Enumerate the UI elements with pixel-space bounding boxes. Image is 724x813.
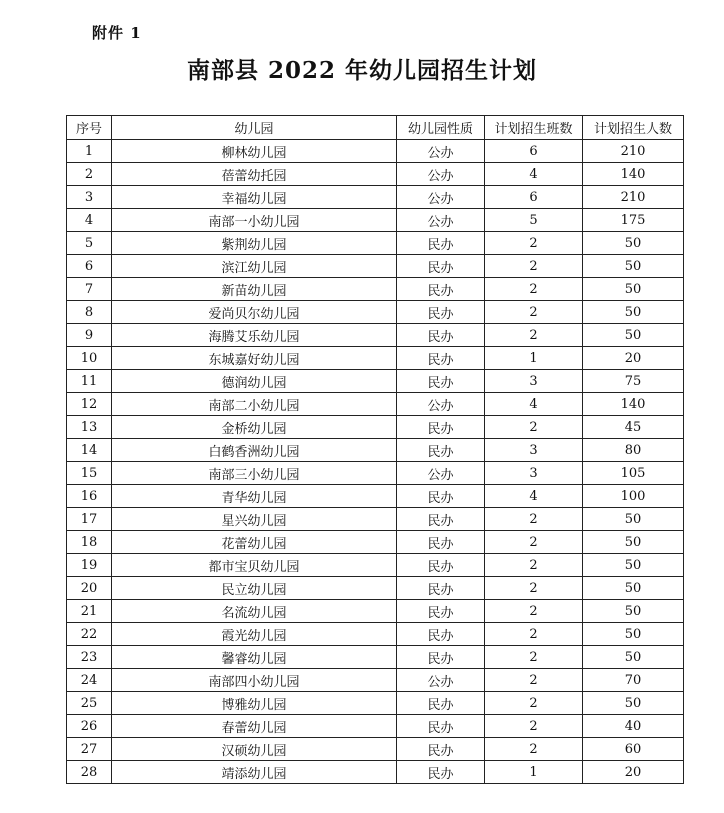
- cell-index: 24: [67, 669, 112, 692]
- cell-index: 19: [67, 554, 112, 577]
- cell-planned-enrollment: 50: [583, 531, 684, 554]
- cell-planned-enrollment: 20: [583, 761, 684, 784]
- cell-kindergarten: 南部二小幼儿园: [112, 393, 397, 416]
- header-planned-classes: 计划招生班数: [485, 116, 583, 140]
- cell-kindergarten: 南部一小幼儿园: [112, 209, 397, 232]
- cell-index: 25: [67, 692, 112, 715]
- cell-planned-classes: 2: [485, 508, 583, 531]
- header-planned-enrollment: 计划招生人数: [583, 116, 684, 140]
- table-row: [67, 577, 684, 600]
- cell-planned-enrollment: 50: [583, 508, 684, 531]
- cell-kindergarten: 金桥幼儿园: [112, 416, 397, 439]
- cell-kindergarten: 花蕾幼儿园: [112, 531, 397, 554]
- table-header-row: [67, 116, 684, 140]
- cell-index: 14: [67, 439, 112, 462]
- cell-index: 20: [67, 577, 112, 600]
- cell-kindergarten: 春蕾幼儿园: [112, 715, 397, 738]
- cell-type: 民办: [397, 370, 485, 393]
- cell-kindergarten: 德润幼儿园: [112, 370, 397, 393]
- cell-type: 民办: [397, 761, 485, 784]
- cell-index: 8: [67, 301, 112, 324]
- table-row: [67, 324, 684, 347]
- table-row: [67, 508, 684, 531]
- cell-type: 民办: [397, 738, 485, 761]
- cell-type: 公办: [397, 393, 485, 416]
- cell-planned-enrollment: 175: [583, 209, 684, 232]
- cell-index: 1: [67, 140, 112, 163]
- cell-type: 公办: [397, 163, 485, 186]
- cell-index: 13: [67, 416, 112, 439]
- cell-index: 27: [67, 738, 112, 761]
- document-title: 南部县 2022 年幼儿园招生计划: [186, 57, 538, 84]
- cell-kindergarten: 汉硕幼儿园: [112, 738, 397, 761]
- cell-type: 民办: [397, 278, 485, 301]
- cell-index: 3: [67, 186, 112, 209]
- cell-planned-classes: 2: [485, 623, 583, 646]
- cell-planned-enrollment: 140: [583, 163, 684, 186]
- cell-index: 26: [67, 715, 112, 738]
- table-row: [67, 623, 684, 646]
- table-row: [67, 370, 684, 393]
- cell-type: 民办: [397, 255, 485, 278]
- cell-index: 11: [67, 370, 112, 393]
- cell-kindergarten: 新苗幼儿园: [112, 278, 397, 301]
- cell-kindergarten: 民立幼儿园: [112, 577, 397, 600]
- cell-type: 民办: [397, 554, 485, 577]
- cell-type: 民办: [397, 623, 485, 646]
- cell-planned-enrollment: 50: [583, 600, 684, 623]
- cell-index: 23: [67, 646, 112, 669]
- cell-type: 民办: [397, 416, 485, 439]
- cell-index: 22: [67, 623, 112, 646]
- table-row: [67, 715, 684, 738]
- cell-kindergarten: 名流幼儿园: [112, 600, 397, 623]
- cell-kindergarten: 紫荆幼儿园: [112, 232, 397, 255]
- cell-index: 16: [67, 485, 112, 508]
- table-row: [67, 209, 684, 232]
- table-row: [67, 669, 684, 692]
- cell-type: 民办: [397, 531, 485, 554]
- cell-planned-classes: 1: [485, 761, 583, 784]
- cell-planned-classes: 2: [485, 577, 583, 600]
- cell-planned-enrollment: 50: [583, 646, 684, 669]
- cell-index: 12: [67, 393, 112, 416]
- cell-index: 10: [67, 347, 112, 370]
- table-row: [67, 554, 684, 577]
- cell-planned-enrollment: 50: [583, 255, 684, 278]
- cell-planned-enrollment: 210: [583, 140, 684, 163]
- cell-kindergarten: 爱尚贝尔幼儿园: [112, 301, 397, 324]
- cell-type: 民办: [397, 347, 485, 370]
- cell-type: 公办: [397, 462, 485, 485]
- cell-index: 4: [67, 209, 112, 232]
- table-row: [67, 186, 684, 209]
- table-row: [67, 439, 684, 462]
- cell-kindergarten: 蓓蕾幼托园: [112, 163, 397, 186]
- table-row: [67, 301, 684, 324]
- cell-planned-classes: 2: [485, 324, 583, 347]
- cell-kindergarten: 南部四小幼儿园: [112, 669, 397, 692]
- cell-planned-enrollment: 50: [583, 324, 684, 347]
- cell-planned-classes: 4: [485, 485, 583, 508]
- cell-planned-classes: 2: [485, 554, 583, 577]
- cell-planned-classes: 2: [485, 416, 583, 439]
- cell-planned-enrollment: 50: [583, 623, 684, 646]
- table-row: [67, 140, 684, 163]
- cell-planned-classes: 3: [485, 462, 583, 485]
- cell-kindergarten: 滨江幼儿园: [112, 255, 397, 278]
- cell-planned-classes: 2: [485, 646, 583, 669]
- cell-planned-classes: 2: [485, 738, 583, 761]
- table-row: [67, 393, 684, 416]
- cell-kindergarten: 靖添幼儿园: [112, 761, 397, 784]
- cell-planned-enrollment: 50: [583, 301, 684, 324]
- cell-planned-enrollment: 80: [583, 439, 684, 462]
- cell-index: 21: [67, 600, 112, 623]
- table-row: [67, 646, 684, 669]
- cell-index: 28: [67, 761, 112, 784]
- attachment-label: 附件 1: [92, 24, 142, 42]
- cell-planned-classes: 6: [485, 186, 583, 209]
- cell-planned-classes: 2: [485, 232, 583, 255]
- table-row: [67, 416, 684, 439]
- cell-kindergarten: 星兴幼儿园: [112, 508, 397, 531]
- cell-kindergarten: 幸福幼儿园: [112, 186, 397, 209]
- cell-type: 民办: [397, 439, 485, 462]
- cell-kindergarten: 南部三小幼儿园: [112, 462, 397, 485]
- cell-planned-enrollment: 50: [583, 232, 684, 255]
- cell-planned-classes: 4: [485, 163, 583, 186]
- cell-kindergarten: 柳林幼儿园: [112, 140, 397, 163]
- cell-planned-classes: 3: [485, 439, 583, 462]
- cell-type: 公办: [397, 140, 485, 163]
- table-row: [67, 692, 684, 715]
- header-type: 幼儿园性质: [397, 116, 485, 140]
- table-row: [67, 232, 684, 255]
- cell-planned-classes: 2: [485, 669, 583, 692]
- cell-planned-enrollment: 70: [583, 669, 684, 692]
- enrollment-plan-table: [66, 115, 684, 784]
- cell-planned-classes: 1: [485, 347, 583, 370]
- table-row: [67, 600, 684, 623]
- cell-index: 15: [67, 462, 112, 485]
- table-row: [67, 462, 684, 485]
- cell-planned-classes: 2: [485, 255, 583, 278]
- cell-planned-enrollment: 210: [583, 186, 684, 209]
- cell-type: 民办: [397, 324, 485, 347]
- cell-type: 民办: [397, 577, 485, 600]
- table-row: [67, 347, 684, 370]
- cell-planned-enrollment: 75: [583, 370, 684, 393]
- cell-planned-classes: 2: [485, 600, 583, 623]
- table-body: [67, 140, 684, 784]
- cell-type: 民办: [397, 600, 485, 623]
- table-row: [67, 761, 684, 784]
- header-kindergarten: 幼儿园: [112, 116, 397, 140]
- cell-planned-classes: 2: [485, 692, 583, 715]
- cell-planned-enrollment: 140: [583, 393, 684, 416]
- cell-planned-enrollment: 60: [583, 738, 684, 761]
- cell-kindergarten: 博雅幼儿园: [112, 692, 397, 715]
- cell-index: 5: [67, 232, 112, 255]
- table-row: [67, 485, 684, 508]
- cell-planned-classes: 2: [485, 531, 583, 554]
- table-row: [67, 531, 684, 554]
- cell-index: 17: [67, 508, 112, 531]
- cell-planned-classes: 3: [485, 370, 583, 393]
- table-row: [67, 278, 684, 301]
- table-row: [67, 163, 684, 186]
- cell-kindergarten: 青华幼儿园: [112, 485, 397, 508]
- cell-planned-enrollment: 50: [583, 692, 684, 715]
- cell-type: 民办: [397, 301, 485, 324]
- cell-planned-classes: 5: [485, 209, 583, 232]
- cell-kindergarten: 霞光幼儿园: [112, 623, 397, 646]
- cell-planned-enrollment: 50: [583, 577, 684, 600]
- cell-planned-enrollment: 20: [583, 347, 684, 370]
- cell-type: 民办: [397, 232, 485, 255]
- cell-planned-enrollment: 50: [583, 554, 684, 577]
- cell-planned-classes: 4: [485, 393, 583, 416]
- cell-type: 公办: [397, 209, 485, 232]
- cell-index: 18: [67, 531, 112, 554]
- table-row: [67, 255, 684, 278]
- cell-planned-classes: 6: [485, 140, 583, 163]
- cell-type: 公办: [397, 186, 485, 209]
- cell-planned-classes: 2: [485, 715, 583, 738]
- cell-kindergarten: 白鹤香洲幼儿园: [112, 439, 397, 462]
- cell-type: 民办: [397, 646, 485, 669]
- cell-index: 7: [67, 278, 112, 301]
- header-index: 序号: [67, 116, 112, 140]
- cell-kindergarten: 馨睿幼儿园: [112, 646, 397, 669]
- cell-planned-classes: 2: [485, 301, 583, 324]
- cell-type: 民办: [397, 692, 485, 715]
- cell-kindergarten: 海腾艾乐幼儿园: [112, 324, 397, 347]
- cell-index: 6: [67, 255, 112, 278]
- cell-planned-enrollment: 40: [583, 715, 684, 738]
- cell-type: 民办: [397, 715, 485, 738]
- cell-type: 民办: [397, 485, 485, 508]
- cell-kindergarten: 东城嘉好幼儿园: [112, 347, 397, 370]
- cell-index: 9: [67, 324, 112, 347]
- cell-planned-enrollment: 50: [583, 278, 684, 301]
- cell-kindergarten: 都市宝贝幼儿园: [112, 554, 397, 577]
- cell-index: 2: [67, 163, 112, 186]
- cell-planned-enrollment: 45: [583, 416, 684, 439]
- table-row: [67, 738, 684, 761]
- cell-type: 民办: [397, 508, 485, 531]
- cell-planned-enrollment: 105: [583, 462, 684, 485]
- cell-type: 公办: [397, 669, 485, 692]
- cell-planned-classes: 2: [485, 278, 583, 301]
- cell-planned-enrollment: 100: [583, 485, 684, 508]
